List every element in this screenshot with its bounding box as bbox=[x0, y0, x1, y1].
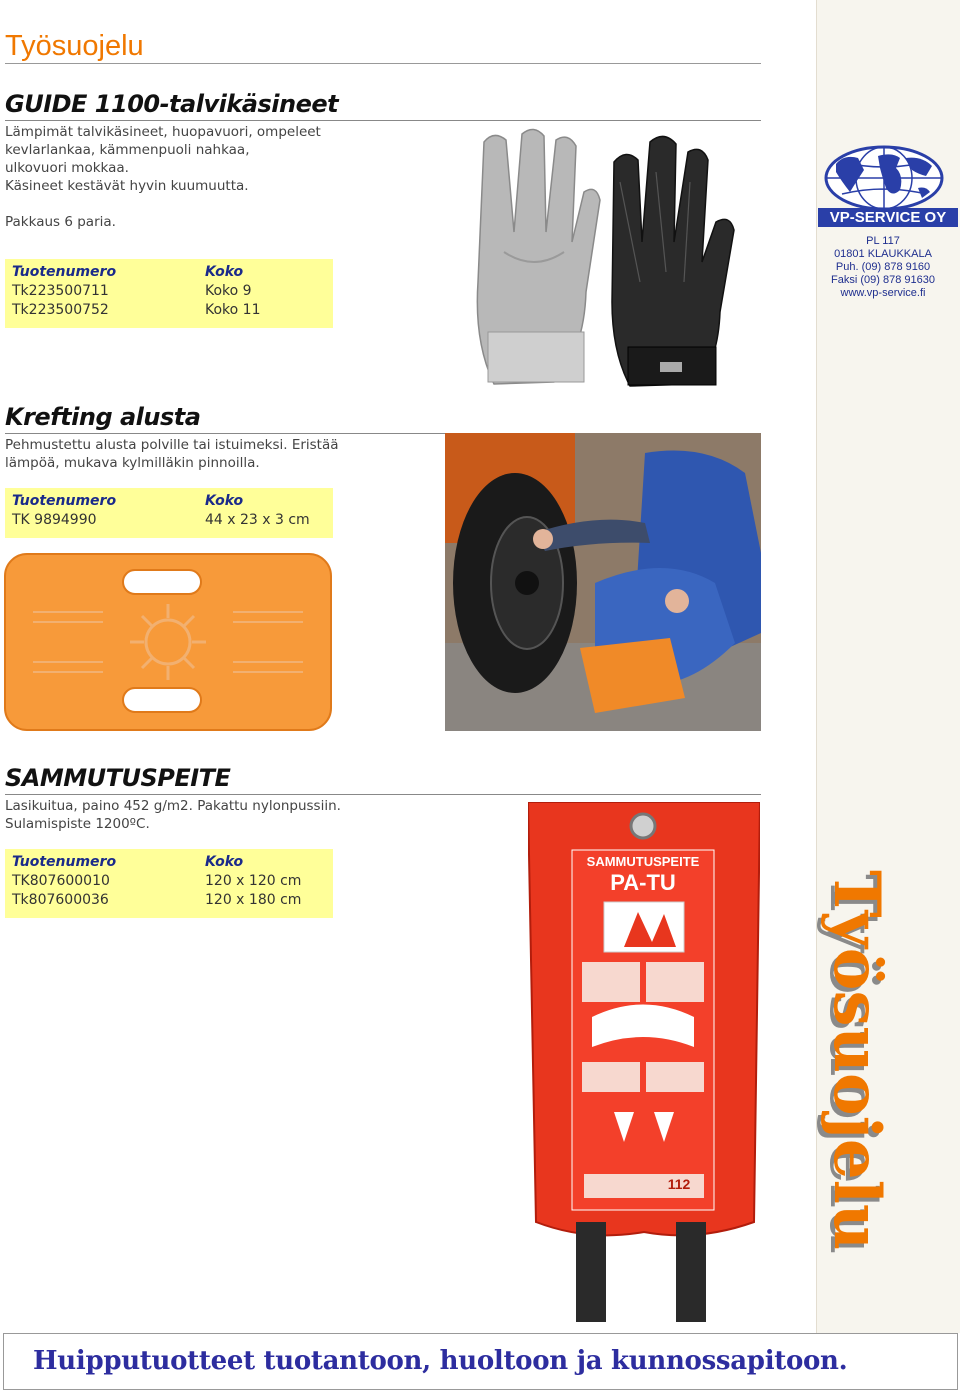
company-name: VP-SERVICE OY bbox=[818, 208, 958, 227]
product-size: 120 x 120 cm bbox=[205, 873, 302, 889]
globe-logo-icon bbox=[822, 142, 946, 212]
table-row bbox=[12, 511, 326, 530]
product-size: 44 x 23 x 3 cm bbox=[205, 512, 310, 528]
address-line: Puh. (09) 878 9160 bbox=[835, 261, 931, 273]
column-header-size: Koko bbox=[205, 854, 244, 870]
table-header bbox=[12, 853, 326, 872]
section-title-fire-blanket: SAMMUTUSPEITE bbox=[5, 764, 231, 792]
product-code: Tk223500752 bbox=[12, 302, 109, 318]
fire-blanket-spec-table bbox=[5, 849, 333, 918]
table-header bbox=[12, 492, 326, 511]
description-line: ulkovuori mokkaa. bbox=[5, 160, 129, 176]
address-line: www.vp-service.fi bbox=[840, 287, 926, 299]
product-code: Tk223500711 bbox=[12, 283, 109, 299]
product-size: 120 x 180 cm bbox=[205, 892, 302, 908]
description-line: Pakkaus 6 paria. bbox=[5, 214, 116, 230]
description-line bbox=[5, 195, 321, 213]
gloves-photo bbox=[444, 122, 760, 392]
description-line: Lasikuitua, paino 452 g/m2. Pakattu nylonpussiin. bbox=[5, 798, 341, 814]
gloves-spec-table bbox=[5, 259, 333, 328]
blanket-print-title: SAMMUTUSPEITE bbox=[586, 854, 700, 869]
section-title-krefting: Krefting alusta bbox=[5, 403, 201, 431]
column-header-code: Tuotenumero bbox=[12, 854, 117, 870]
product-code: TK 9894990 bbox=[12, 512, 97, 528]
section-divider bbox=[5, 794, 761, 795]
product-size: Koko 11 bbox=[205, 302, 261, 318]
description-line: lämpöä, mukava kylmilläkin pinnoilla. bbox=[5, 455, 260, 471]
footer-slogan: Huipputuotteet tuotantoon, huoltoon ja kunnossapitoon. bbox=[33, 1346, 848, 1376]
column-header-code: Tuotenumero bbox=[12, 493, 117, 509]
column-header-size: Koko bbox=[205, 264, 244, 280]
table-row bbox=[12, 282, 326, 301]
krefting-description bbox=[5, 436, 339, 472]
address-line: PL 117 bbox=[866, 235, 900, 247]
description-line: Pehmustettu alusta polville tai istuimeksi. Eristää bbox=[5, 437, 339, 453]
blanket-print-brand: PA-TU bbox=[610, 870, 676, 895]
column-header-size: Koko bbox=[205, 493, 244, 509]
description-line: kevlarlankaa, kämmenpuoli nahkaa, bbox=[5, 142, 250, 158]
address-line: Faksi (09) 878 91630 bbox=[831, 274, 935, 286]
page-title: Työsuojelu bbox=[5, 30, 144, 62]
product-code: Tk807600036 bbox=[12, 892, 109, 908]
description-line: Lämpimät talvikäsineet, huopavuori, ompeleet bbox=[5, 124, 321, 140]
title-divider bbox=[5, 63, 761, 64]
table-header bbox=[12, 263, 326, 282]
gloves-description bbox=[5, 123, 321, 231]
fire-blanket-description bbox=[5, 797, 341, 833]
blanket-print-number: 112 bbox=[667, 1176, 691, 1192]
column-header-code: Tuotenumero bbox=[12, 264, 117, 280]
section-divider bbox=[5, 120, 761, 121]
table-row bbox=[12, 891, 326, 910]
table-row bbox=[12, 301, 326, 320]
krefting-spec-table bbox=[5, 488, 333, 538]
kneeling-pad-image bbox=[3, 552, 333, 732]
table-row bbox=[12, 872, 326, 891]
fire-blanket-image bbox=[528, 802, 760, 1324]
description-line: Sulamispiste 1200ºC. bbox=[5, 816, 150, 832]
krefting-usage-photo bbox=[445, 433, 761, 731]
side-title: Työsuojelu bbox=[819, 870, 894, 1251]
section-divider bbox=[5, 433, 445, 434]
product-size: Koko 9 bbox=[205, 283, 252, 299]
address-line: 01801 KLAUKKALA bbox=[834, 248, 932, 260]
product-code: TK807600010 bbox=[12, 873, 110, 889]
section-title-gloves: GUIDE 1100-talvikäsineet bbox=[5, 90, 339, 118]
description-line: Käsineet kestävät hyvin kuumuutta. bbox=[5, 178, 249, 194]
company-address bbox=[818, 235, 948, 300]
